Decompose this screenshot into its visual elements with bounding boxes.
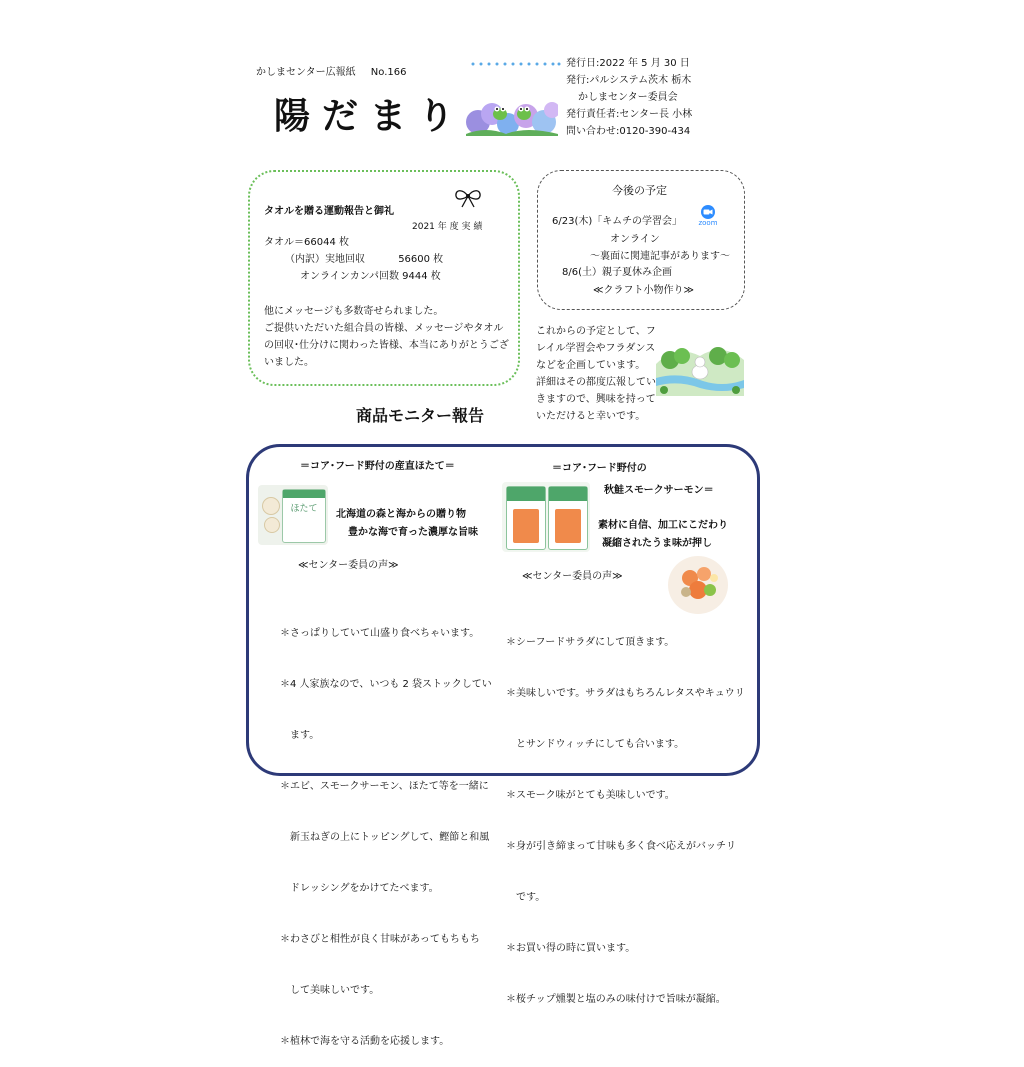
salmon-package-photo — [502, 482, 590, 552]
monitor-heading: 商品モニター報告 — [356, 406, 485, 425]
salmon-title-1: ＝コア･フード野付の — [552, 463, 647, 474]
newsletter-title: 陽だまり — [274, 95, 467, 137]
scallop-comments — [280, 591, 492, 1067]
comment-line: ＊美味しいです。サラダはもちろんレタスやキュウリ — [506, 688, 745, 699]
comment-line: ＊4 人家族なので、いつも 2 袋ストックしてい — [280, 679, 492, 690]
future-plans-note: これからの予定として、フ レイル学習会やフラダンス などを企画しています。 詳細はその都度広報してい きますので、興味を持って いただけると幸いです。 — [536, 326, 656, 422]
scallop-voice-label: ≪センター委員の声≫ — [298, 560, 399, 571]
towel-year-note: 2021 年 度 実 績 — [412, 222, 483, 232]
publication-info: 発行日:2022 年 5 月 30 日 発行:パルシステム茨木 栃木 かしまセンター委員会 発行責任者:センター長 小林 問い合わせ:0120-390-434 — [566, 58, 693, 137]
towel-breakdown-1: （内訳）実地回収 56600 枚 — [285, 254, 444, 265]
schedule-title: 今後の予定 — [612, 184, 667, 197]
issue-number: No.166 — [370, 67, 407, 78]
rain-decoration — [470, 54, 562, 64]
comment-line: 新玉ねぎの上にトッピングして、鰹節と和風 — [280, 832, 490, 843]
salmon-comments — [506, 600, 745, 1025]
towel-title: タオルを贈る運動報告と御礼 — [264, 206, 394, 217]
schedule-item-2: 8/6(土）親子夏休み企画 — [562, 267, 672, 278]
scallop-tagline-2: 豊かな海で育った濃厚な旨味 — [348, 527, 478, 538]
scallop-package-photo: ほたて — [258, 485, 328, 545]
ribbon-icon — [454, 188, 482, 212]
comment-line: ＊エビ、スモークサーモン、ほたて等を一緒に — [280, 781, 489, 792]
landscape-illustration — [656, 334, 744, 396]
comment-line: ＊シーフードサラダにして頂きます。 — [506, 637, 675, 648]
comment-line: ＊さっぱりしていて山盛り食べちゃいます。 — [280, 628, 480, 639]
comment-line: ＊植林で海を守る活動を応援します。 — [280, 1036, 450, 1047]
salmon-tagline-1: 素材に自信、加工にこだわり — [598, 520, 728, 531]
schedule-item-1: 6/23(木)「キムチの学習会」 — [552, 216, 682, 227]
comment-line: ＊身が引き締まって甘味も多く食べ応えがバッチリ — [506, 841, 736, 852]
salmon-tagline-2: 凝縮されたうま味が押し — [602, 538, 712, 549]
scallop-tagline-1: 北海道の森と海からの贈り物 — [336, 509, 466, 520]
schedule-item-2-note: ≪クラフト小物作り≫ — [593, 285, 694, 296]
org-line: かしまセンター広報紙 No.166 — [256, 67, 407, 78]
zoom-icon: zoom — [696, 203, 720, 227]
schedule-item-1-note: ～裏面に関連記事があります～ — [590, 251, 730, 262]
comment-line: ＊わさびと相性が良く甘味があってもちもち — [280, 934, 480, 945]
salmon-title-2: 秋鮭スモークサーモン＝ — [604, 485, 714, 496]
comment-line: して美味しいです。 — [280, 985, 380, 996]
comment-line: ＊桜チップ燻製と塩のみの味付けで旨味が凝縮。 — [506, 994, 726, 1005]
towel-message: 他にメッセージも多数寄せられました。 ご提供いただいた組合員の皆様、メッセージやタオル の回収･仕分けに関わった皆様、本当にありがとうござ いました。 — [264, 306, 509, 368]
towel-total: タオル＝66044 枚 — [264, 237, 349, 248]
towel-breakdown-2: オンラインカンパ回数 9444 枚 — [300, 271, 441, 282]
hydrangea-frog-illustration — [466, 100, 558, 136]
comment-line: ＊スモーク味がとても美味しいです。 — [506, 790, 675, 801]
salmon-voice-label: ≪センター委員の声≫ — [522, 571, 623, 582]
comment-line: です。 — [506, 892, 546, 903]
comment-line: とサンドウィッチにしても合います。 — [506, 739, 685, 750]
comment-line: ます。 — [280, 730, 320, 741]
scallop-title: ＝コア･フード野付の産直ほたて＝ — [300, 461, 455, 472]
schedule-item-1-mode: オンライン — [610, 234, 660, 245]
comment-line: ドレッシングをかけてたべます。 — [280, 883, 439, 894]
comment-line: ＊お買い得の時に買います。 — [506, 943, 636, 954]
